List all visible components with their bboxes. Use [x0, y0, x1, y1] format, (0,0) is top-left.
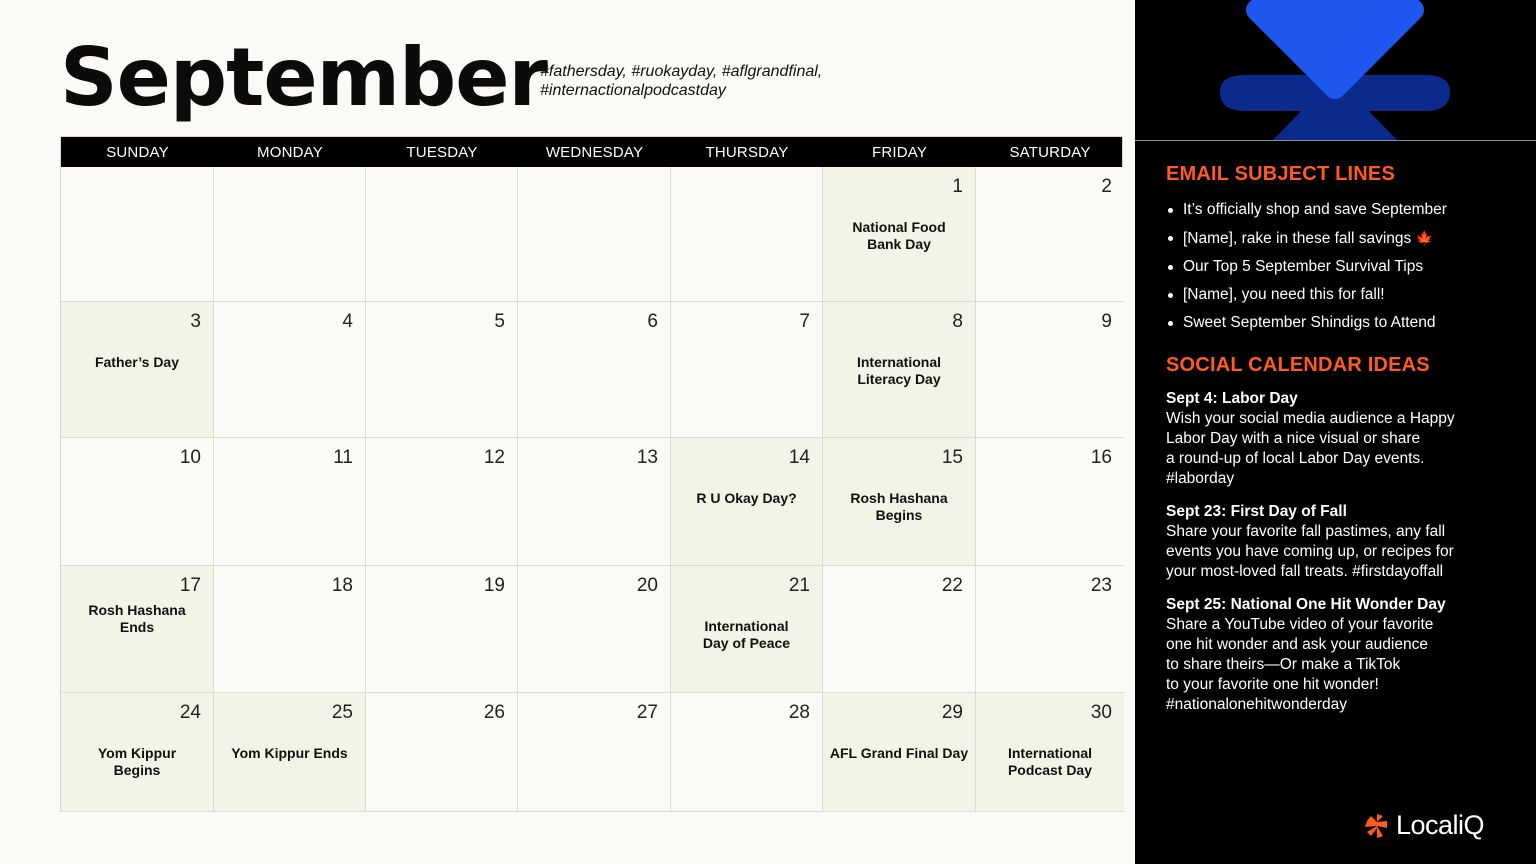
day-number: 2	[1101, 176, 1112, 197]
calendar-day-cell	[214, 566, 366, 693]
calendar-day-cell	[976, 566, 1124, 693]
weekday-friday: FRIDAY	[871, 143, 928, 161]
social-heading: SOCIAL CALENDAR IDEAS	[1166, 354, 1430, 376]
email-item: It’s officially shop and save September	[1166, 196, 1447, 224]
day-number: 3	[190, 311, 201, 332]
calendar-day-cell	[671, 302, 823, 438]
day-number: 30	[1090, 702, 1112, 723]
calendar-day-cell	[366, 302, 518, 438]
calendar-day-cell	[61, 302, 214, 438]
calendar-day-cell	[61, 167, 214, 302]
day-event: Rosh Hashana Ends	[88, 602, 186, 635]
calendar-day-cell	[976, 167, 1124, 302]
calendar-day-cell	[518, 302, 671, 438]
social-ideas	[1166, 389, 1526, 728]
day-event: Yom Kippur Begins	[97, 745, 177, 778]
idea-title: Sept 4: Labor Day	[1166, 390, 1298, 407]
idea-body: Share your favorite fall pastimes, any fall events you have coming up, or recipes for your most-loved fall treats. #firstdayoffall	[1166, 523, 1454, 580]
calendar-day-cell	[976, 438, 1124, 566]
calendar-day-cell	[671, 566, 823, 693]
email-item: Our Top 5 September Survival Tips	[1166, 253, 1447, 281]
day-event: Yom Kippur Ends	[231, 745, 348, 761]
day-number: 18	[331, 575, 353, 596]
calendar-day-cell	[823, 302, 976, 438]
calendar-day-cell	[518, 167, 671, 302]
calendar-grid	[61, 167, 1122, 812]
day-number: 21	[788, 575, 810, 596]
day-number: 7	[799, 311, 810, 332]
idea-title: Sept 23: First Day of Fall	[1166, 503, 1347, 520]
email-list	[1166, 196, 1447, 337]
day-event: AFL Grand Final Day	[829, 745, 969, 761]
localiq-asterisk-graphic	[1215, 0, 1455, 141]
calendar	[60, 136, 1123, 812]
calendar-day-cell	[976, 693, 1124, 812]
day-number: 23	[1090, 575, 1112, 596]
idea-item	[1166, 389, 1526, 489]
calendar-day-cell	[366, 566, 518, 693]
idea-item	[1166, 502, 1526, 582]
day-number: 5	[494, 311, 505, 332]
day-event: International Day of Peace	[702, 618, 791, 651]
calendar-day-cell	[214, 167, 366, 302]
day-number: 1	[952, 176, 963, 197]
day-number: 26	[483, 702, 505, 723]
day-number: 9	[1101, 311, 1112, 332]
day-number: 16	[1090, 447, 1112, 468]
day-number: 6	[647, 311, 658, 332]
day-event: National Food Bank Day	[852, 219, 946, 252]
day-number: 25	[331, 702, 353, 723]
calendar-day-cell	[823, 566, 976, 693]
day-number: 8	[952, 311, 963, 332]
hashtags-line-1: #fathersday, #ruokayday, #aflgrandfinal,	[540, 63, 823, 80]
day-number: 24	[179, 702, 201, 723]
brand-logo	[1363, 810, 1484, 841]
calendar-day-cell	[671, 693, 823, 812]
side-panel	[1135, 0, 1536, 864]
day-number: 12	[483, 447, 505, 468]
calendar-day-cell	[823, 438, 976, 566]
day-number: 14	[788, 447, 810, 468]
weekday-wednesday: WEDNESDAY	[545, 143, 644, 161]
calendar-day-cell	[214, 438, 366, 566]
idea-body: Share a YouTube video of your favorite one hit wonder and ask your audience to share theirs—Or make a TikTok to your favorite one hit wonder! #nationalonehitwonderday	[1166, 616, 1434, 713]
calendar-day-cell	[671, 438, 823, 566]
day-number: 15	[941, 447, 963, 468]
day-number: 17	[179, 575, 201, 596]
calendar-day-cell	[61, 693, 214, 812]
day-number: 29	[941, 702, 963, 723]
brand-name: LocaliQ	[1396, 810, 1485, 840]
idea-item	[1166, 595, 1526, 715]
calendar-day-cell	[976, 302, 1124, 438]
day-number: 4	[342, 311, 353, 332]
day-number: 13	[636, 447, 658, 468]
day-event: R U Okay Day?	[696, 490, 797, 506]
calendar-day-cell	[518, 566, 671, 693]
idea-title: Sept 25: National One Hit Wonder Day	[1166, 596, 1446, 613]
calendar-day-cell	[366, 438, 518, 566]
calendar-day-cell	[518, 438, 671, 566]
weekday-sunday: SUNDAY	[106, 143, 169, 161]
calendar-day-cell	[366, 693, 518, 812]
maple-leaf-icon: 🍁	[1415, 230, 1434, 246]
weekday-tuesday: TUESDAY	[406, 143, 478, 161]
hashtags-line-2: #internactionalpodcastday	[540, 82, 726, 99]
calendar-day-cell	[518, 693, 671, 812]
side-divider	[1135, 140, 1536, 141]
weekday-monday: MONDAY	[257, 143, 323, 161]
calendar-header	[61, 137, 1122, 167]
email-item: [Name], you need this for fall!	[1166, 281, 1447, 309]
day-event: International Literacy Day	[856, 354, 941, 387]
day-number: 11	[333, 447, 353, 468]
calendar-day-cell	[366, 167, 518, 302]
calendar-day-cell	[671, 167, 823, 302]
hashtags	[540, 62, 900, 100]
calendar-day-cell	[823, 167, 976, 302]
day-number: 27	[636, 702, 658, 723]
day-number: 20	[636, 575, 658, 596]
localiq-asterisk-icon	[1363, 812, 1391, 840]
calendar-day-cell	[214, 302, 366, 438]
day-number: 28	[788, 702, 810, 723]
day-number: 22	[941, 575, 963, 596]
month-title: September	[60, 31, 547, 124]
day-event: International Podcast Day	[1007, 745, 1093, 778]
calendar-day-cell	[61, 566, 214, 693]
day-number: 19	[483, 575, 505, 596]
day-event: Rosh Hashana Begins	[850, 490, 948, 523]
weekday-saturday: SATURDAY	[1009, 143, 1091, 161]
idea-body: Wish your social media audience a Happy Labor Day with a nice visual or share a round-up of local Labor Day events. #laborday	[1166, 410, 1455, 487]
day-event: Father’s Day	[94, 354, 180, 370]
day-number: 10	[179, 447, 201, 468]
weekday-thursday: THURSDAY	[705, 143, 789, 161]
calendar-day-cell	[214, 693, 366, 812]
email-item: Sweet September Shindigs to Attend	[1166, 309, 1447, 337]
calendar-day-cell	[823, 693, 976, 812]
calendar-day-cell	[61, 438, 214, 566]
email-item: [Name], rake in these fall savings 🍁	[1166, 224, 1447, 253]
email-heading: EMAIL SUBJECT LINES	[1166, 163, 1396, 185]
